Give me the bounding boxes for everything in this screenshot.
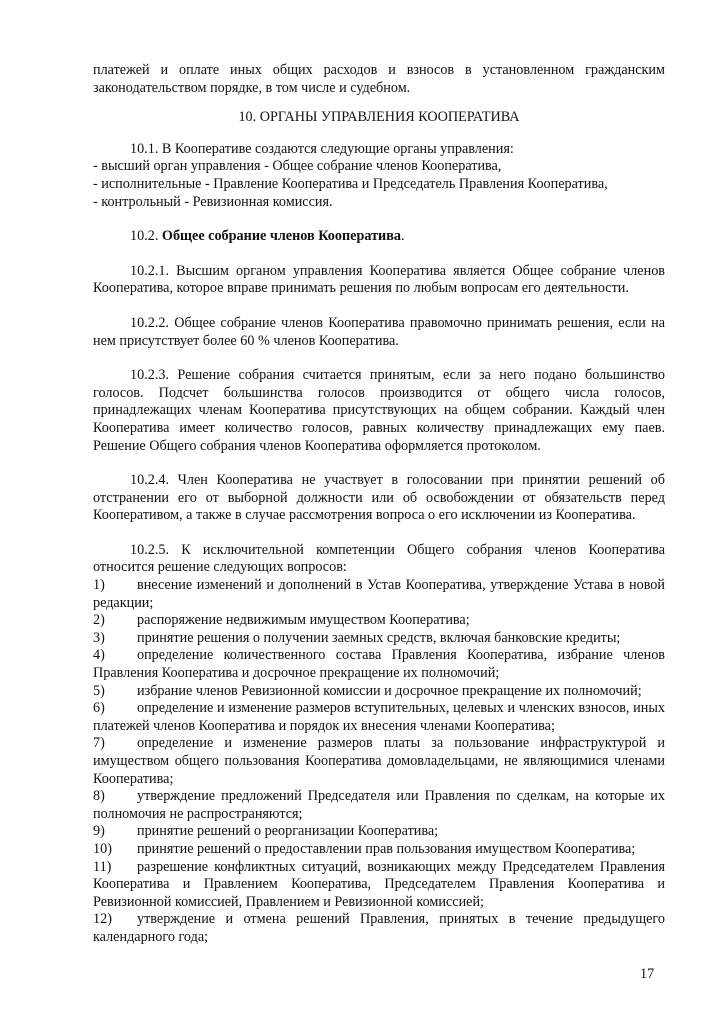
clause-10-1-line: - исполнительные - Правление Кооператива и Председатель Правления Кооператива, (93, 175, 608, 192)
list-item (93, 859, 665, 912)
list-item-number: 9) (93, 823, 105, 840)
list-item (93, 647, 665, 682)
clause-10-1-line: - высший орган управления - Общее собрание членов Кооператива, (93, 158, 502, 175)
list-item (93, 735, 665, 788)
list-item-number: 12) (93, 911, 112, 928)
clause-10-2-tail: . (400, 228, 405, 245)
list-item-text: распоряжение недвижимым имуществом Кооператива; (137, 612, 470, 629)
list-item-text: утверждение и отмена решений Правления, принятых в течение предыдущего календарного года; (93, 911, 665, 945)
clause-10-2-1: 10.2.1. Высшим органом управления Кооператива является Общее собрание членов Кооператива, которое вправе принимать решения по любым вопросам его деятельности. (93, 262, 665, 297)
list-item-number: 6) (93, 700, 105, 717)
list-item-text: внесение изменений и дополнений в Устав Кооператива, утверждение Устава в новой редакции; (93, 577, 665, 611)
clause-10-1-line: - контрольный - Ревизионная комиссия. (93, 193, 333, 210)
list-item-text: принятие решений о предоставлении прав пользования имуществом Кооператива; (137, 840, 636, 857)
clause-10-1-lead: 10.1. В Кооперативе создаются следующие органы управления: (130, 140, 514, 157)
section-title: 10. ОРГАНЫ УПРАВЛЕНИЯ КООПЕРАТИВА (238, 109, 520, 126)
list-item-number: 4) (93, 647, 105, 664)
clause-10-2-3: 10.2.3. Решение собрания считается принятым, если за него подано большинство голосов. Подсчет большинства голосов производится от общего числа голосов, принадлежащих членам Кооператива присутствующих на общем собрании. Каждый член Кооператива имеет количество голосов, равных количеству принадлежащих ему паев. Решение Общего собрания членов Кооператива оформляется протоколом. (93, 367, 665, 454)
list-item-text: определение и изменение размеров вступительных, целевых и членских взносов, иных платежей членов Кооператива и порядок их внесения членами Кооператива; (93, 700, 665, 734)
list-item-number: 7) (93, 735, 105, 752)
list-item-text: определение и изменение размеров платы за пользование инфраструктурой и имуществом общего пользования Кооператива домовладельцами, не являющимися членами Кооператива; (93, 735, 665, 787)
list-item-text: утверждение предложений Председателя или Правления по сделкам, на которые их полномочия не распространяются; (93, 788, 665, 822)
list-item-number: 3) (93, 629, 105, 646)
list-item (93, 823, 665, 841)
list-item-number: 11) (93, 858, 112, 875)
list-item (93, 841, 665, 859)
list-item (93, 683, 665, 701)
clause-10-2-heading (93, 228, 665, 246)
list-item-number: 5) (93, 682, 105, 699)
list-item-text: избрание членов Ревизионной комиссии и досрочное прекращение их полномочий; (137, 682, 642, 699)
list-item (93, 577, 665, 612)
list-item-text: принятие решений о реорганизации Кооператива; (137, 823, 439, 840)
list-item-text: принятие решения о получении заемных средств, включая банковские кредиты; (137, 629, 621, 646)
list-item-number: 2) (93, 612, 105, 629)
document-page (93, 62, 665, 947)
clause-10-2-2: 10.2.2. Общее собрание членов Кооператива правомочно принимать решения, если на нем присутствует более 60 % членов Кооператива. (93, 314, 665, 349)
list-item-text: разрешение конфликтных ситуаций, возникающих между Председателем Правления Кооператива и Правлением Кооператива, Председателем Правления Кооператива и Ревизионной комиссией, Правлением и Ревизионной комиссией; (93, 858, 665, 910)
list-item (93, 630, 665, 648)
page-number: 17 (640, 966, 655, 982)
clause-10-2-4: 10.2.4. Член Кооператива не участвует в голосовании при принятии решений об отстранении его от выборной должности или об освобождении от обязательств перед Кооперативом, а также в случае рассмотрения вопроса о его исключении из Кооператива. (93, 472, 665, 524)
list-item (93, 612, 665, 630)
competence-list (93, 577, 665, 946)
clause-10-2-5: 10.2.5. К исключительной компетенции Общего собрания членов Кооператива относится решение следующих вопросов: (93, 541, 665, 576)
list-item (93, 788, 665, 823)
clause-10-2-title: Общее собрание членов Кооператива (161, 228, 401, 245)
list-item-text: определение количественного состава Правления Кооператива, избрание членов Правления Кооператива и досрочное прекращение их полномочий; (93, 647, 665, 682)
list-item-number: 10) (93, 840, 112, 857)
clause-10-2-number: 10.2. (130, 228, 162, 245)
list-item (93, 700, 665, 735)
intro-paragraph: платежей и оплате иных общих расходов и взносов в установленном гражданским законодательством порядке, в том числе и судебном. (93, 62, 665, 96)
list-item-number: 8) (93, 788, 105, 805)
list-item-number: 1) (93, 577, 105, 594)
list-item (93, 911, 665, 946)
